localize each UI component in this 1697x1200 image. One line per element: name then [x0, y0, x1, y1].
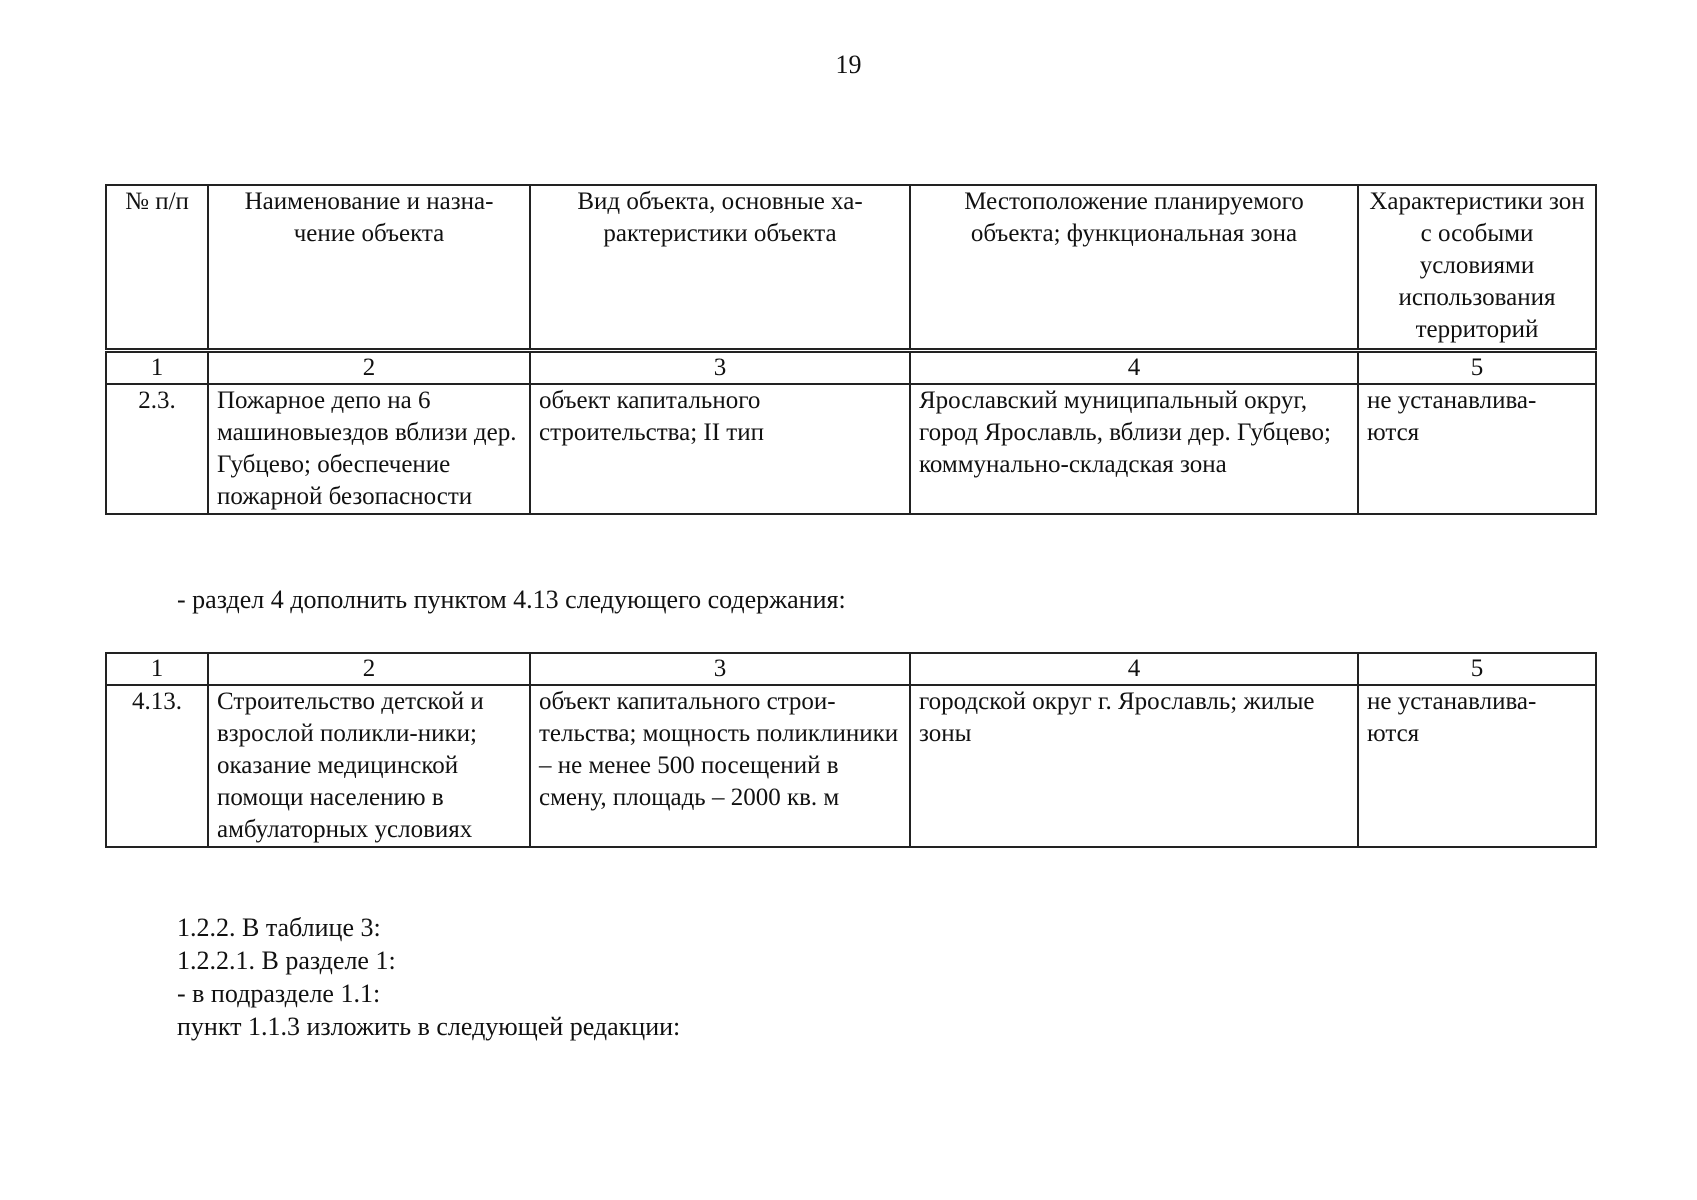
column-number: 1	[106, 653, 208, 685]
column-number: 4	[910, 653, 1358, 685]
column-number: 2	[208, 653, 530, 685]
object-zones: не устанавлива-ются	[1358, 685, 1596, 847]
column-number: 4	[910, 351, 1358, 385]
column-number: 5	[1358, 351, 1596, 385]
column-number-row	[106, 351, 1596, 385]
object-name: Строительство детской и взрослой поликли-ники; оказание медицинской помощи населению в амбулаторных условиях	[208, 685, 530, 847]
row-number: 2.3.	[106, 384, 208, 514]
object-type: объект капитального строительства; II тип	[530, 384, 910, 514]
table-header-row	[106, 185, 1596, 351]
paragraph: 1.2.2.1. В разделе 1:	[177, 946, 396, 975]
paragraph: - в подразделе 1.1:	[177, 979, 381, 1008]
header-type: Вид объекта, основные ха-рактеристики объекта	[530, 185, 910, 351]
object-location: городской округ г. Ярославль; жилые зоны	[910, 685, 1358, 847]
amendment-note: - раздел 4 дополнить пунктом 4.13 следующего содержания:	[177, 585, 846, 614]
table-row	[106, 384, 1596, 514]
column-number: 1	[106, 351, 208, 385]
object-zones: не устанавлива-ются	[1358, 384, 1596, 514]
column-number-row	[106, 653, 1596, 685]
table-objects-section-2	[105, 184, 1597, 515]
header-zones: Характеристики зон с особыми условиями использования территорий	[1358, 185, 1596, 351]
header-name: Наименование и назна-чение объекта	[208, 185, 530, 351]
object-type: объект капитального строи-тельства; мощность поликлиники – не менее 500 посещений в смену, площадь – 2000 кв. м	[530, 685, 910, 847]
object-location: Ярославский муниципальный округ, город Ярославль, вблизи дер. Губцево; коммунально-складская зона	[910, 384, 1358, 514]
column-number: 3	[530, 653, 910, 685]
column-number: 5	[1358, 653, 1596, 685]
table-objects-section-4	[105, 652, 1597, 848]
header-number: № п/п	[106, 185, 208, 351]
table-row	[106, 685, 1596, 847]
paragraph: пункт 1.1.3 изложить в следующей редакции:	[177, 1012, 681, 1041]
row-number: 4.13.	[106, 685, 208, 847]
paragraph: 1.2.2. В таблице 3:	[177, 913, 381, 942]
header-location: Местоположение планируемого объекта; функциональная зона	[910, 185, 1358, 351]
column-number: 3	[530, 351, 910, 385]
column-number: 2	[208, 351, 530, 385]
page-number: 19	[835, 50, 862, 79]
object-name: Пожарное депо на 6 машиновыездов вблизи дер. Губцево; обеспечение пожарной безопасности	[208, 384, 530, 514]
